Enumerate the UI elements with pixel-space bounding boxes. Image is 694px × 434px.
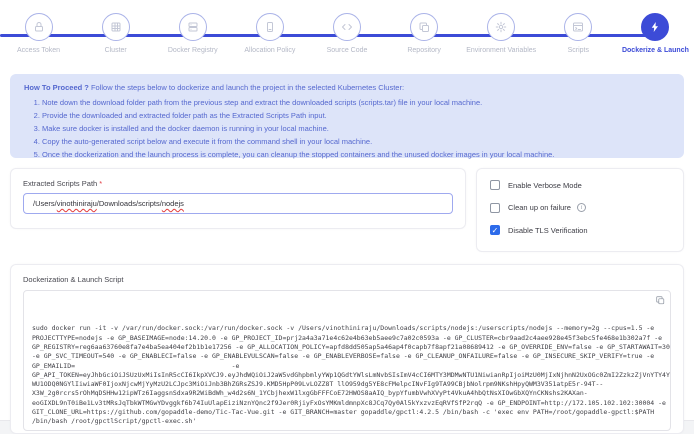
info-step-item: 4. Copy the auto-generated script below and execute it from the command shell in your local machine. [42,137,670,148]
misspelled-word: nodejs [161,199,184,208]
lock-icon [25,13,53,41]
checkbox-label: Enable Verbose Mode [508,180,582,190]
stepper-step-repository[interactable] [386,8,463,68]
step-label: Docker Registry [167,47,218,54]
checkbox-unchecked-icon[interactable] [490,180,500,190]
info-step-item: 5. Once the dockerization and the launch process is complete, you can cleanup the stopped containers and the unused docker images in your local machine. [42,150,670,161]
scripts-path-label [23,179,453,188]
checkbox-unchecked-icon[interactable] [490,203,500,213]
misspelled-word: vinothiniraju [56,199,97,208]
copy-icon[interactable] [653,294,666,307]
script-line: X3W_2g0rcrs5rOhMqDSHHw12ipWTz6IaggsnSdxa9R2WiBdWh_w4d2s6N_1YCbjhexW1lxgGbFFFCoE72HWOS8aAIQ_bypYfumbVwhXVyPt4VkuA4hbQtNsXIOwGbXQYnCKNshs2KAXan- [32,389,588,398]
scripts-icon [564,13,592,41]
info-steps-list [24,98,670,161]
step-label: Access Token [17,47,61,54]
step-label: Repository [407,47,441,54]
info-tooltip-icon[interactable]: i [577,203,586,212]
stepper [0,8,694,68]
stepper-step-access-token[interactable] [0,8,77,68]
info-step-item: 1. Note down the download folder path from the previous step and extract the downloaded scripts (scripts.tar) file in your local machine. [42,98,670,109]
script-line: GP_API_TOKEN=eyJhbGciOiJSUzUxMiIsInR5cCI6IkpXVCJ9.eyJhdWQiOiJ2aW5vdGhpbmlyYWp1QGdtYWlsLmNvbSIsImV4cCI6MTY3MDMwNTU1NiwianRpIjoiMzU0MjIxNjhnN2UxOGc0ZmI2ZzkzZjVnYTY4Y [32,370,670,379]
checkbox-row-clean-up-on-failure[interactable] [490,203,670,213]
checkbox-label: Clean up on failure [508,203,571,212]
checkbox-row-disable-tls-verification[interactable] [490,225,670,235]
script-line: /bin/bash /root/gpctlScript/gpctl-exec.sh' [32,417,197,426]
policy-icon [256,13,284,41]
script-line: GP_EMAILID= -e [32,361,240,370]
stepper-step-environment-variables[interactable] [463,8,540,68]
script-textarea[interactable] [23,290,671,431]
bolt-icon [641,13,669,41]
checkbox-row-enable-verbose-mode[interactable] [490,180,670,190]
form-row [10,168,684,252]
step-label: Source Code [326,47,368,54]
script-line: GP_REGISTRY=reg6aa63760e8fa7e4ba5ea404ef2b1b1e17256 -e GP_ALLOCATION_POLICY=apfd8dd505ap5a46ap4f0capb7f8apf21a08689412 -e GP_OVERRIDE_ENV=false -e GP_STARTAWAIT=30 [32,342,670,351]
stepper-step-source-code[interactable] [308,8,385,68]
step-label: Allocation Policy [244,47,296,54]
stepper-step-scripts[interactable] [540,8,617,68]
required-asterisk: * [99,179,103,188]
script-line: eoGIXDL9nT0iBe1Lv3tMRsJqTbkWTMGwYDvggkf6b74IuUlapEiziNznYQnc2f9Jer0RjiyFxOsYMKmldmnpXc8JCq7Qy0Al5kYxzvzEqRVfSfP2rqQ -e GP_ENDPOINT=http://172.105.102.102:30004 -e [32,398,666,407]
script-line: -e GP_SVC_TIMEOUT=540 -e GP_ENABLECI=false -e GP_ENABLEVULSCAN=false -e GP_ENABLEVERBOSE=false -e GP_CLEANUP_ONFAILURE=false -e GP_INSECURE_SKIP_VERIFY=true -e [32,352,655,361]
step-label: Scripts [567,47,590,54]
step-label: Environment Variables [466,47,537,54]
code-icon [333,13,361,41]
scripts-path-input[interactable] [23,193,453,214]
registry-icon [179,13,207,41]
stepper-step-cluster[interactable] [77,8,154,68]
step-label: Dockerize & Launch [621,47,689,54]
script-label: Dockerization & Launch Script [23,274,124,284]
info-heading [24,83,670,94]
path-text: /Users/ [33,199,57,208]
info-heading-rest: Follow the steps below to dockerize and launch the project in the selected Kubernetes Cluster: [88,83,405,92]
options-card [476,168,684,252]
script-lines [32,324,670,426]
stepper-step-allocation-policy[interactable] [231,8,308,68]
stepper-step-dockerize-launch[interactable] [617,8,694,68]
dockerization-script-card [10,264,684,434]
step-label: Cluster [104,47,127,54]
info-step-item: 2. Provide the downloaded and extracted folder path as the Extracted Scripts Path input. [42,111,670,122]
path-text: /Downloads/scripts/ [96,199,162,208]
how-to-proceed-info-box [10,74,684,158]
grid-icon [102,13,130,41]
repository-icon [410,13,438,41]
script-line: PROJECTTYPE=nodejs -e GP_BASEIMAGE=node:14.20.0 -e GP_PROJECT_ID=prj2a4a3a71e4c62e4b63eb5aee9c7a02c0593a -e GP_CLUSTER=cbr9aad2c4aee928e45f3ebc5fe468e1b302a7f -e [32,333,663,342]
scripts-path-label-text: Extracted Scripts Path [23,179,98,188]
info-step-item: 3. Make sure docker is installed and the docker daemon is running in your local machine. [42,124,670,135]
checkbox-checked-icon[interactable]: ✓ [491,225,499,235]
script-line: sudo docker run -it -v /var/run/docker.sock:/var/run/docker.sock -v /Users/vinothiniraju/Downloads/scripts/nodejs:/userscripts/nodejs --memory=2g --cpus=1.5 -e [32,324,655,333]
stepper-step-docker-registry[interactable] [154,8,231,68]
gear-icon [487,13,515,41]
script-line: GIT_CLONE_URL=https://github.com/gopaddle-demo/Tic-Tac-Vue.git -e GIT_BRANCH=master gopaddle/gpctl:4.2.5 /bin/bash -c 'exec env PATH=/root/gopaddle-gpctl:$PATH [32,408,655,417]
info-heading-lead: How To Proceed ? [24,83,89,92]
checkbox-label: Disable TLS Verification [508,225,588,235]
extracted-scripts-path-card [10,168,466,229]
script-line: WU1ODQ0NGYlIiwiaWF0IjoxNjcwMjYyMzU2LCJpc3MiOiJnb3BhZGRsZSJ9.KMD5HpP09LvLOZZ8T llO959dg5YE8cFMelpcINvFIg9TA99CBjbNolrpm9NKshHpyQWM3V351atpE5r-94T-- [32,380,604,389]
